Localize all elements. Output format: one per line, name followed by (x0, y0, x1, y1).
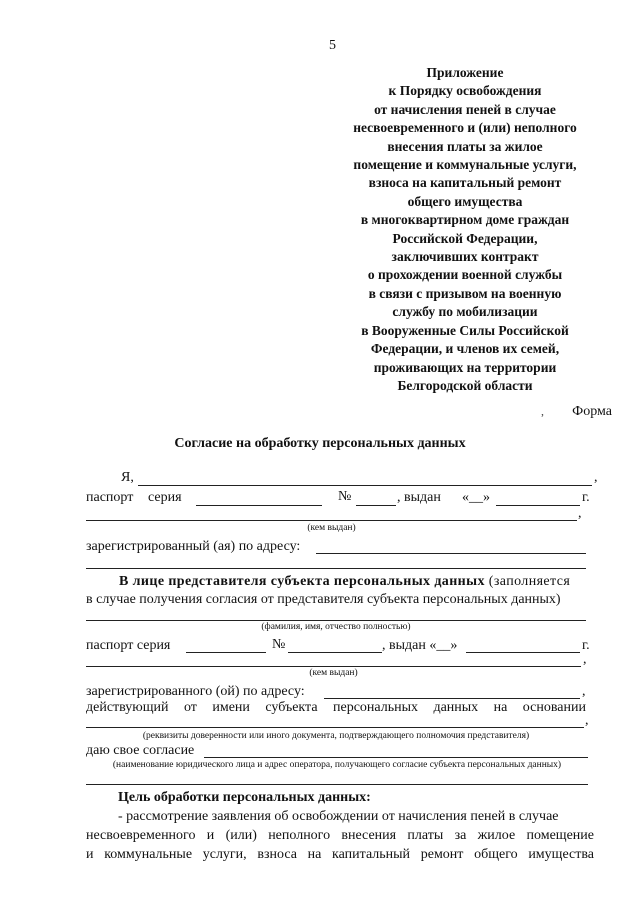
appendix-line: общего имущества (407, 193, 523, 209)
word: услуги, (202, 847, 247, 862)
comma: , (585, 713, 589, 728)
appendix-header (330, 64, 600, 395)
form-label: Форма (572, 404, 612, 419)
scan-mark: , (541, 404, 544, 418)
rep-year-suffix: г. (582, 638, 590, 653)
word: (или) (225, 828, 257, 843)
word: платы (407, 828, 444, 843)
appendix-line: службу по мобилизации (392, 304, 538, 320)
word: и (86, 847, 94, 862)
year-suffix: г. (582, 490, 590, 505)
word: общего (474, 847, 518, 862)
word: основании (522, 700, 586, 715)
purpose-line-3 (86, 847, 594, 863)
word: ремонт (420, 847, 464, 862)
consent-label: даю свое согласие (86, 743, 195, 758)
word: имени (212, 700, 250, 715)
word: и (206, 828, 215, 843)
issuer-caption: (кем выдан) (307, 523, 356, 533)
word: действующий (86, 700, 169, 715)
appendix-line: помещение и коммунальные услуги, (353, 157, 577, 173)
purpose-heading: Цель обработки персональных данных: (118, 790, 371, 805)
operator-field[interactable] (204, 757, 588, 758)
purpose-line-2 (86, 828, 594, 844)
representative-heading-line2: в случае получения согласия от представителя субъекта персональных данных) (86, 592, 561, 607)
appendix-line: внесения платы за жилое (387, 138, 543, 154)
rep-issue-date-field[interactable] (466, 652, 580, 653)
word: помещение (526, 828, 594, 843)
issuer-field[interactable] (86, 520, 577, 521)
appendix-line: о прохождении военной службы (367, 267, 563, 283)
address-field-cont[interactable] (86, 568, 586, 569)
word: внесения (341, 828, 397, 843)
appendix-line: заключивших контракт (391, 249, 539, 265)
appendix-line: от начисления пеней в случае (374, 101, 556, 117)
word: данных (433, 700, 479, 715)
appendix-line: в многоквартирном доме граждан (360, 212, 570, 228)
rep-issuer-caption: (кем выдан) (309, 668, 358, 678)
passport-label: паспорт (86, 490, 134, 505)
appendix-line: в связи с призывом на военную (368, 285, 562, 301)
basis-field[interactable] (86, 727, 584, 728)
number-label: № (338, 489, 352, 504)
word: несвоевременного (86, 828, 196, 843)
word: коммунальные (104, 847, 193, 862)
passport-series-field[interactable] (196, 505, 322, 506)
i-label: Я, (121, 470, 134, 485)
comma: , (582, 684, 586, 699)
rep-passport-series-field[interactable] (186, 652, 266, 653)
series-label: серия (148, 490, 182, 505)
name-caption: (фамилия, имя, отчество полностью) (261, 622, 411, 632)
word: субъекта (265, 700, 318, 715)
page-number: 5 (329, 38, 336, 53)
acting-line (86, 700, 586, 716)
comma: , (594, 470, 598, 485)
word: имущества (528, 847, 594, 862)
word: персональных (332, 700, 419, 715)
word: жилое (477, 828, 516, 843)
comma: , (578, 506, 582, 521)
rep-number-label: № (272, 637, 286, 652)
passport-number-field[interactable] (356, 505, 396, 506)
issue-month-year-field[interactable] (496, 505, 580, 506)
representative-name-field[interactable] (86, 620, 586, 621)
comma: , (583, 652, 587, 667)
full-name-field[interactable] (138, 485, 592, 486)
word: за (454, 828, 467, 843)
address-field[interactable] (316, 553, 586, 554)
purpose-line-1: - рассмотрение заявления об освобождении от начисления пеней в случае (118, 809, 559, 824)
rep-registered-label: зарегистрированного (ой) по адресу: (86, 684, 305, 699)
issue-day-field[interactable]: «__» (462, 490, 490, 505)
word: взноса (257, 847, 297, 862)
appendix-line: в Вооруженные Силы Российской (361, 322, 569, 338)
operator-caption: (наименование юридического лица и адрес оператора, получающего согласие субъекта персональных данных) (112, 760, 562, 770)
representative-heading-bold: В лице представителя субъекта персональных данных (119, 574, 485, 589)
word: от (183, 700, 197, 715)
registered-label: зарегистрированный (ая) по адресу: (86, 539, 301, 554)
basis-caption: (реквизиты доверенности или иного документа, подтверждающего полномочия представителя) (142, 731, 530, 741)
representative-heading-note: (заполняется (488, 574, 571, 589)
appendix-line: Приложение (426, 65, 504, 80)
document-title: Согласие на обработку персональных данных (174, 436, 466, 451)
rep-issuer-field[interactable] (86, 666, 581, 667)
appendix-line: Федерации, и членов их семей, (370, 341, 560, 357)
word: неполного (268, 828, 331, 843)
representative-heading (119, 574, 570, 590)
appendix-line: проживающих на территории (373, 359, 557, 375)
word: на (493, 700, 508, 715)
operator-field-cont[interactable] (86, 784, 588, 785)
issued-label: , выдан (397, 490, 441, 505)
rep-issued-label: , выдан «__» (382, 638, 458, 653)
appendix-line: взноса на капитальный ремонт (368, 175, 562, 191)
word: капитальный (332, 847, 411, 862)
appendix-line: к Порядку освобождения (388, 83, 542, 99)
appendix-line: Белгородской области (397, 377, 533, 393)
rep-address-field[interactable] (324, 698, 580, 699)
appendix-line: несвоевременного и (или) неполного (353, 120, 577, 136)
rep-passport-number-field[interactable] (288, 652, 382, 653)
word: на (307, 847, 322, 862)
rep-passport-series-label: паспорт серия (86, 638, 171, 653)
appendix-line: Российской Федерации, (392, 230, 538, 246)
